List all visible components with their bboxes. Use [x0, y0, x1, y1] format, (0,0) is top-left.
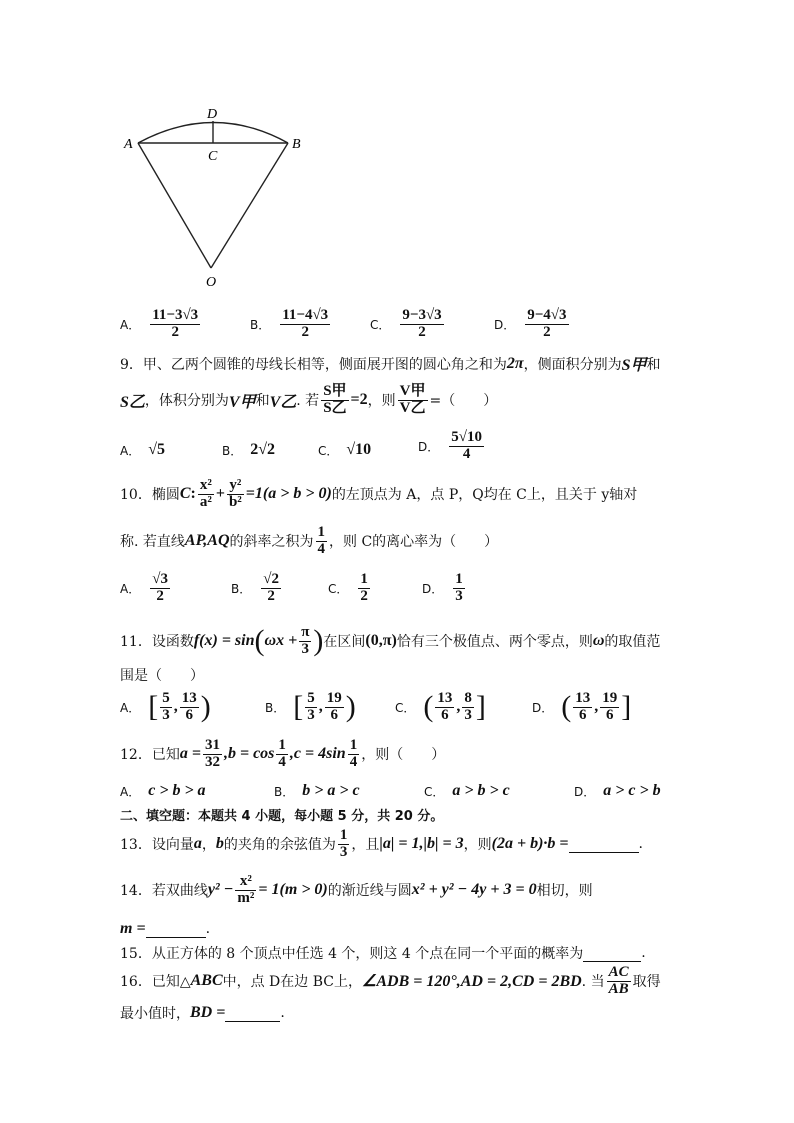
numerator: 8 — [464, 689, 472, 706]
comma: , — [318, 698, 323, 715]
left-bracket: [ — [148, 690, 159, 723]
text: 和 — [255, 393, 270, 410]
denominator: 6 — [185, 706, 193, 723]
math: f(x) = sin — [193, 632, 255, 649]
point-d-label: D — [207, 107, 218, 122]
point-a-label: A — [124, 137, 133, 152]
text: 的取值范 — [604, 634, 661, 650]
denominator: 4 — [462, 445, 471, 462]
numerator: 19 — [326, 689, 342, 706]
numerator: x² — [199, 477, 212, 493]
denominator: 2 — [301, 323, 309, 340]
numerator: x² — [235, 874, 256, 891]
option-label: D． — [422, 581, 444, 596]
text: 的左顶点为 A，点 P，Q均在 C上，且关于 y轴对 — [331, 487, 638, 504]
numerator: 1 — [317, 524, 326, 540]
numerator: 11−3√3 — [152, 307, 199, 323]
right-bracket: ) — [200, 690, 211, 723]
q10-option-b[interactable] — [231, 572, 283, 605]
denominator: 4 — [317, 540, 326, 557]
answer-blank[interactable] — [569, 836, 639, 853]
text: ，则 C的离心率为（ ） — [329, 534, 499, 551]
denominator: b² — [228, 493, 242, 510]
math: ,c = 4sin — [289, 745, 346, 763]
q9-option-b[interactable] — [222, 441, 275, 459]
numerator: 5 — [307, 689, 315, 706]
denominator: 2 — [360, 587, 368, 604]
text: 最小值时， — [120, 1006, 190, 1022]
math: C — [179, 485, 191, 503]
q14-stem-line1 — [120, 874, 593, 907]
math: b — [215, 835, 224, 853]
option-label: B． — [222, 443, 243, 458]
text: 12．已知 — [120, 747, 180, 764]
math: BD = — [190, 1004, 226, 1021]
numerator: 9−4√3 — [527, 307, 567, 323]
text: . — [638, 836, 643, 853]
q16-stem-line1 — [120, 965, 661, 998]
text: 15．从正方体的 8 个顶点中任选 4 个，则这 4 个点在同一个平面的概率为 — [120, 946, 584, 962]
numerator: 9−3√3 — [402, 307, 442, 323]
denominator: 4 — [278, 753, 286, 770]
denominator: 2 — [418, 323, 426, 340]
numerator: 1 — [349, 737, 358, 753]
numerator: 31 — [204, 737, 220, 753]
math: ωx + — [264, 632, 298, 649]
fraction — [573, 691, 592, 724]
answer-blank[interactable] — [146, 921, 206, 938]
text: =（ ） — [429, 393, 498, 410]
option-value: √10 — [346, 441, 372, 458]
math: S甲 — [621, 357, 647, 374]
point-b-label: B — [292, 137, 301, 152]
option-label: C． — [395, 700, 416, 715]
math: = 1(m > 0) — [258, 881, 328, 899]
numerator: 1 — [278, 737, 286, 753]
denominator: 6 — [441, 706, 449, 723]
text: 相切，则 — [536, 883, 593, 900]
text: 的渐近线与圆 — [327, 883, 412, 900]
q12-stem — [120, 738, 445, 771]
fraction — [400, 308, 443, 341]
radius-oa — [138, 143, 211, 268]
numerator: √3 — [152, 571, 168, 587]
denominator: 3 — [162, 706, 170, 723]
math: ∠ADB = 120°,AD = 2,CD = 2BD — [362, 973, 582, 991]
denominator: 3 — [301, 640, 310, 657]
numerator: π — [301, 623, 310, 640]
q11-stem-line1 — [120, 624, 660, 658]
q11-option-a[interactable] — [120, 690, 211, 724]
option-value: a > b > c — [452, 782, 510, 799]
text: 恰有三个极值点、两个零点，则 — [396, 634, 593, 650]
denominator: 3 — [339, 843, 348, 860]
math: a = — [179, 745, 201, 763]
q13-stem — [120, 828, 643, 861]
option-label: D． — [532, 700, 554, 715]
fraction — [160, 691, 172, 724]
math: x² + y² − 4y + 3 = 0 — [411, 881, 537, 899]
q9-option-d[interactable] — [418, 430, 486, 463]
text: 9．甲、乙两个圆锥的母线长相等，侧面展开图的圆心角之和为 — [120, 356, 507, 373]
math: y² − — [207, 881, 234, 899]
fraction — [276, 738, 288, 771]
denominator: AB — [608, 980, 629, 997]
math: ω — [592, 632, 605, 649]
q9-option-c[interactable] — [318, 441, 371, 459]
math: ,b = cos — [223, 745, 275, 763]
numerator: 1 — [455, 571, 463, 587]
text: 和 — [646, 356, 661, 373]
left-bracket: [ — [293, 690, 304, 723]
numerator: 5 — [162, 689, 170, 706]
denominator: 6 — [606, 706, 614, 723]
q11-option-c[interactable] — [395, 690, 486, 724]
comma: , — [456, 698, 461, 715]
fraction — [150, 308, 200, 341]
q16-stem-line2 — [120, 1003, 285, 1023]
text: ，则（ ） — [361, 747, 446, 764]
denominator: 6 — [579, 706, 587, 723]
q12-option-d[interactable] — [574, 782, 661, 800]
option-value: 2√2 — [250, 441, 276, 458]
text: . 当 — [581, 974, 605, 991]
numerator: AC — [608, 964, 629, 980]
text: ，则 — [463, 837, 492, 854]
text: ，则 — [367, 393, 396, 410]
fraction — [325, 691, 344, 724]
option-label: B． — [231, 581, 252, 596]
option-label: A． — [120, 443, 141, 458]
math: V乙 — [269, 393, 297, 411]
math: =2 — [350, 391, 368, 409]
left-paren: ( — [254, 624, 265, 657]
q10-stem-line2 — [120, 525, 498, 558]
option-label: A． — [120, 700, 141, 715]
text: 称. 若直线 — [120, 534, 185, 551]
text: . — [205, 921, 211, 937]
q12-option-c[interactable] — [424, 782, 510, 800]
radius-ob — [211, 143, 288, 268]
right-bracket: ) — [345, 690, 356, 723]
fraction — [203, 738, 222, 771]
text: . 若 — [296, 393, 320, 410]
text: 16．已知△ — [120, 974, 191, 991]
fraction — [607, 965, 631, 998]
q8-option-c[interactable] — [370, 308, 446, 341]
right-bracket: ] — [475, 690, 486, 723]
numerator: 13 — [575, 689, 591, 706]
q9-option-a[interactable] — [120, 441, 165, 459]
fraction — [398, 384, 428, 417]
q15-stem — [120, 943, 646, 963]
math: : — [190, 485, 196, 503]
numerator: 13 — [181, 689, 197, 706]
q12-option-b[interactable] — [274, 782, 360, 800]
fraction — [261, 572, 281, 605]
math: a — [193, 835, 202, 853]
text: 取得 — [632, 974, 661, 991]
math: V甲 — [228, 393, 256, 411]
fraction — [198, 478, 214, 511]
option-value: √5 — [148, 441, 165, 458]
numerator: 1 — [360, 571, 368, 587]
math: ABC — [190, 972, 223, 990]
option-value: b > a > c — [302, 782, 360, 799]
q9-stem-line2 — [120, 384, 497, 417]
text: . — [641, 945, 646, 961]
math: m = — [120, 920, 146, 937]
option-label: D． — [494, 317, 516, 332]
right-paren: ) — [313, 624, 324, 657]
math: |a| = 1,|b| = 3 — [379, 835, 464, 853]
math: + — [215, 485, 225, 503]
numerator: 11−4√3 — [282, 307, 329, 323]
denominator: S乙 — [323, 399, 347, 416]
text: 的斜率之积为 — [229, 534, 314, 551]
numerator: √2 — [263, 571, 279, 587]
denominator: m² — [237, 889, 255, 906]
fraction — [150, 572, 170, 605]
option-label: D． — [574, 784, 596, 799]
denominator: 2 — [156, 587, 164, 604]
option-label: C． — [370, 317, 391, 332]
denominator: 3 — [307, 706, 315, 723]
point-c-label: C — [208, 149, 218, 164]
text: 在区间 — [323, 634, 366, 650]
q8-option-b[interactable] — [250, 308, 332, 341]
text: ，侧面积分别为 — [523, 356, 622, 373]
fraction — [299, 625, 311, 658]
fraction — [321, 384, 348, 417]
denominator: 4 — [349, 753, 358, 770]
denominator: 2 — [267, 587, 275, 604]
text: ，体积分别为 — [144, 393, 229, 410]
q14-stem-line2 — [120, 920, 210, 938]
denominator: 2 — [171, 323, 179, 340]
option-label: C． — [318, 443, 339, 458]
fraction — [305, 691, 317, 724]
math: 2π — [506, 354, 524, 372]
sector-figure — [110, 100, 320, 300]
fraction — [227, 478, 244, 511]
denominator: V乙 — [399, 399, 426, 416]
option-label: B． — [274, 784, 295, 799]
q12-option-a[interactable] — [120, 782, 206, 800]
q8-option-a[interactable] — [120, 308, 202, 341]
denominator: 2 — [543, 323, 551, 340]
fraction — [280, 308, 330, 341]
option-label: A． — [120, 581, 141, 596]
option-label: B． — [250, 317, 271, 332]
comma: , — [594, 698, 599, 715]
q10-stem-line1 — [120, 478, 637, 511]
denominator: a² — [199, 493, 212, 510]
fraction — [180, 691, 199, 724]
right-bracket: ] — [621, 690, 632, 723]
q11-stem-line2: 围是（ ） — [120, 668, 204, 684]
text: 10．椭圆 — [120, 487, 180, 504]
text: 11．设函数 — [120, 634, 194, 650]
numerator: 1 — [339, 827, 348, 843]
fraction — [235, 874, 256, 907]
fraction — [435, 691, 454, 724]
denominator: 32 — [204, 753, 220, 770]
comma: , — [173, 698, 178, 715]
option-label: C． — [328, 581, 349, 596]
left-bracket: ( — [423, 690, 434, 723]
q11-option-b[interactable] — [265, 690, 356, 724]
fraction — [462, 691, 474, 724]
text: ，且 — [351, 837, 380, 854]
option-value: c > b > a — [148, 782, 206, 799]
option-label: C． — [424, 784, 445, 799]
section-heading-fill-in: 二、填空题：本题共 4 小题，每小题 5 分，共 20 分。 — [120, 809, 444, 824]
math: =1(a > b > 0) — [245, 485, 332, 503]
math: S乙 — [120, 393, 145, 411]
fraction — [358, 572, 370, 605]
q10-option-c[interactable] — [328, 572, 372, 605]
numerator: 5√10 — [451, 429, 482, 445]
text: . — [280, 1005, 285, 1021]
math: (2a + b)·b = — [491, 835, 569, 853]
numerator: 13 — [437, 689, 453, 706]
text: 中，点 D在边 BC上， — [222, 974, 362, 991]
math: AP,AQ — [184, 532, 230, 550]
text: 13．设向量 — [120, 837, 194, 854]
option-label: A． — [120, 317, 141, 332]
text: 14．若双曲线 — [120, 883, 208, 900]
point-o-label: O — [206, 275, 217, 290]
text: ， — [201, 837, 216, 854]
option-label: A． — [120, 784, 141, 799]
left-bracket: ( — [561, 690, 572, 723]
option-value: a > c > b — [603, 782, 661, 799]
numerator: S甲 — [323, 383, 347, 399]
denominator: 3 — [464, 706, 472, 723]
fraction — [453, 572, 465, 605]
fraction — [600, 691, 619, 724]
q11-option-d[interactable] — [532, 690, 631, 724]
q8-option-d[interactable] — [494, 308, 571, 341]
fraction — [449, 430, 484, 463]
fraction — [348, 738, 360, 771]
option-label: B． — [265, 700, 286, 715]
answer-blank[interactable] — [225, 1005, 280, 1022]
fraction — [338, 828, 350, 861]
denominator: 6 — [330, 706, 338, 723]
denominator: 3 — [455, 587, 463, 604]
numerator: 19 — [602, 689, 618, 706]
q10-option-a[interactable] — [120, 572, 172, 605]
fraction — [316, 525, 328, 558]
math: (0,π) — [365, 632, 397, 649]
numerator: V甲 — [399, 383, 426, 399]
numerator: y² — [227, 478, 244, 495]
option-label: D． — [418, 439, 440, 454]
q9-stem-line1 — [120, 352, 661, 375]
q10-option-d[interactable] — [422, 572, 467, 605]
fraction — [525, 308, 568, 341]
answer-blank[interactable] — [583, 945, 641, 962]
text: 的夹角的余弦值为 — [223, 837, 336, 854]
